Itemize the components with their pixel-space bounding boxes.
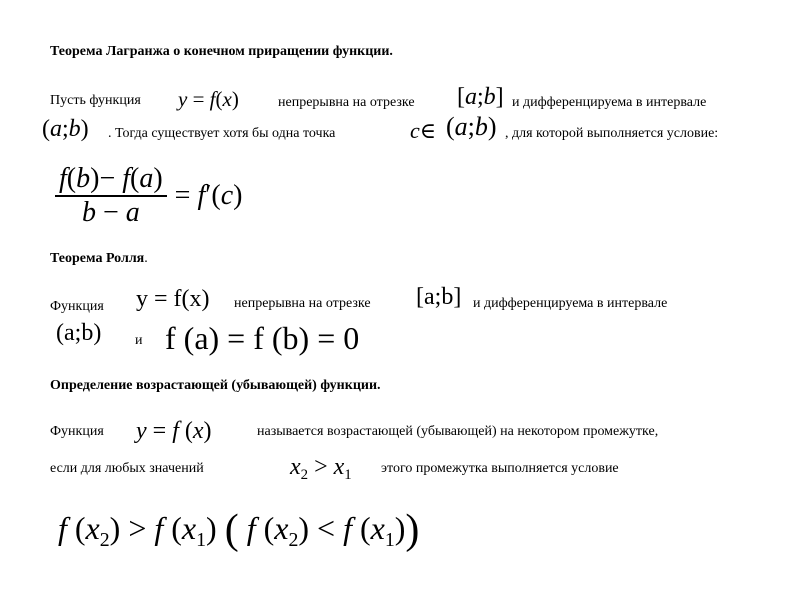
lagrange-let-function: Пусть функция [50, 93, 141, 108]
rolle-title: Теорема Ролля. [50, 251, 148, 266]
lagrange-title: Теорема Лагранжа о конечном приращении функции. [50, 44, 393, 59]
rolle-function-formula: y = f(x) [136, 286, 210, 312]
rolle-and-word: и [135, 333, 143, 348]
lagrange-interval-ab: (a;b) [42, 116, 89, 142]
lagrange-numerator: f(b)− f(a) [59, 163, 163, 194]
rolle-differentiable-text: и дифференцируема в интервале [473, 296, 668, 311]
lagrange-point-interval: (a;b) [446, 112, 497, 141]
lagrange-formula: $\frac{f(b)- f(a)}{b - a}$ = f′(c) [55, 163, 242, 229]
rolle-interval-ab: (a;b) [56, 320, 102, 346]
increasing-of-interval-text: этого промежутка выполняется условие [381, 461, 619, 476]
rolle-condition-formula: f (a) = f (b) = 0 [165, 320, 360, 356]
increasing-if-for-any: если для любых значений [50, 461, 204, 476]
lagrange-continuous-text: непрерывна на отрезке [278, 95, 415, 110]
increasing-function-formula: y = f (x) [136, 418, 212, 444]
lagrange-point-c: c∈ [410, 118, 437, 143]
increasing-function-word: Функция [50, 424, 104, 439]
lagrange-denominator: b − a [81, 196, 140, 228]
increasing-called-text: называется возрастающей (убывающей) на некотором промежутке, [257, 424, 659, 439]
rolle-segment-ab: [a;b] [416, 284, 462, 310]
lagrange-segment-ab: [a;b] [457, 84, 504, 110]
lagrange-for-which: , для которой выполняется условие: [505, 126, 719, 141]
lagrange-function-formula: y = f(x) [178, 87, 239, 111]
rolle-continuous-text: непрерывна на отрезке [234, 296, 371, 311]
increasing-condition-formula: f $(x_2) > f$ $(x_1)$ ( f $(x_2) < f$ $(x_1)$) [58, 507, 420, 553]
lagrange-differentiable-text: и дифференцируема в интервале [512, 95, 707, 110]
lagrange-then-exists: . Тогда существует хотя бы одна точка [108, 126, 336, 141]
increasing-title: Определение возрастающей (убывающей) функции. [50, 378, 381, 393]
increasing-x2-gt-x1: $x_2 > x_1$ [290, 454, 352, 484]
rolle-function-word: Функция [50, 299, 104, 314]
